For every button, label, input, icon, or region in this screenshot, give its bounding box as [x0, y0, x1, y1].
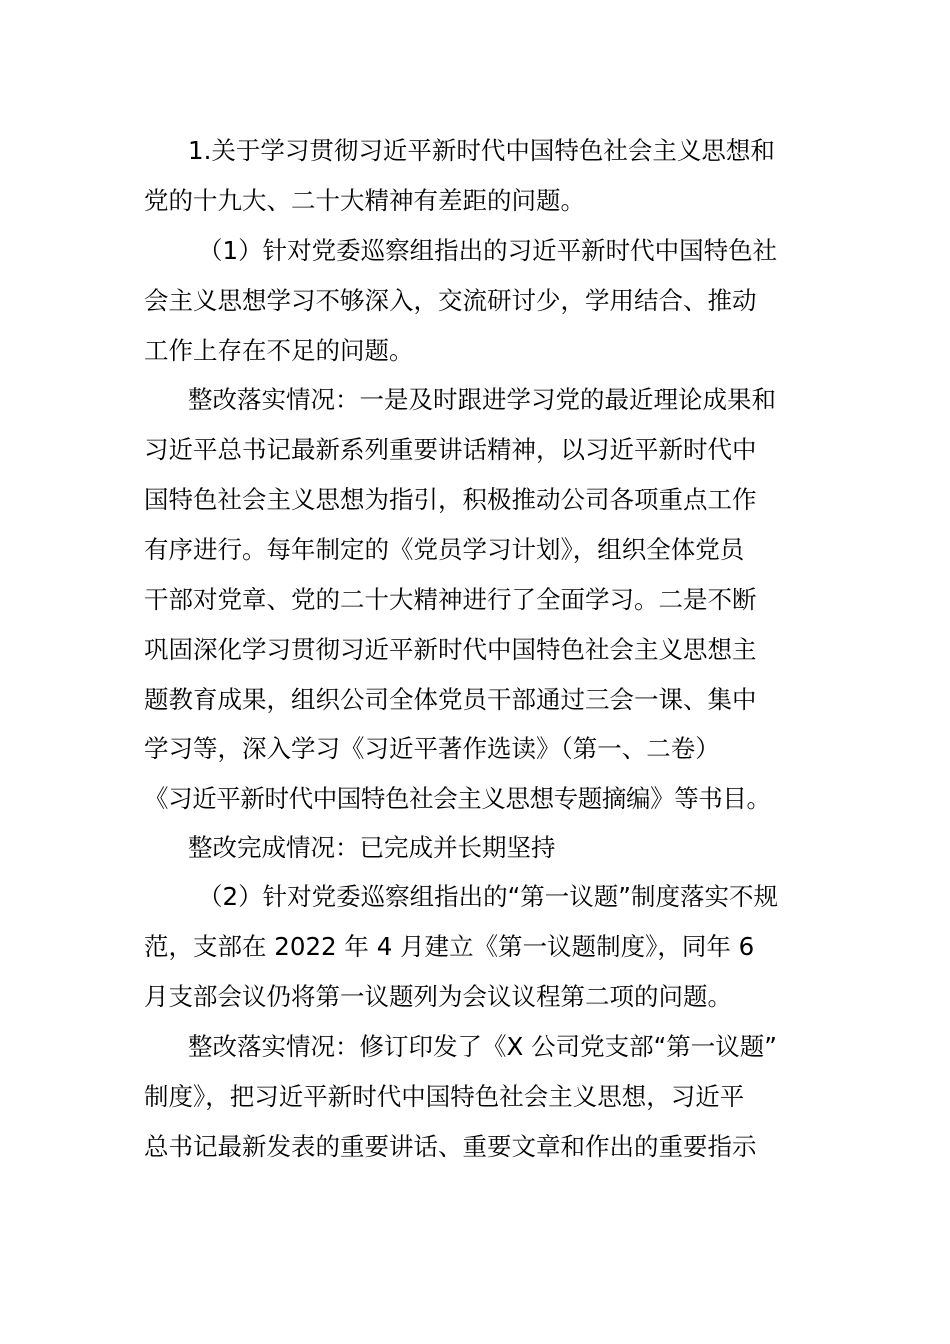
- paragraph-line: 学习等，深入学习《习近平著作选读》（第一、二卷）: [144, 734, 720, 763]
- paragraph-line: 整改落实情况：修订印发了《X 公司党支部“第一议题”: [188, 1032, 777, 1061]
- paragraph-line: 会主义思想学习不够深入，交流研讨少，学用结合、推动: [144, 286, 757, 315]
- paragraph-line: 习近平总书记最新系列重要讲话精神，以习近平新时代中: [144, 435, 757, 464]
- paragraph-line: （2）针对党委巡察组指出的“第一议题”制度落实不规: [198, 882, 778, 911]
- paragraph-line: （1）针对党委巡察组指出的习近平新时代中国特色社: [198, 236, 778, 265]
- heading-line-2: 党的十九大、二十大精神有差距的问题。: [144, 186, 585, 215]
- paragraph-line: 有序进行。每年制定的《党员学习计划》，组织全体党员: [144, 535, 745, 564]
- paragraph-line: 工作上存在不足的问题。: [144, 336, 414, 365]
- paragraph-line: 《习近平新时代中国特色社会主义思想专题摘编》等书目。: [144, 784, 771, 813]
- paragraph-line: 国特色社会主义思想为指引，积极推动公司各项重点工作: [144, 485, 757, 514]
- paragraph-line: 干部对党章、党的二十大精神进行了全面学习。二是不断: [144, 585, 757, 614]
- paragraph-line: 制度》，把习近平新时代中国特色社会主义思想，习近平: [144, 1082, 745, 1111]
- paragraph-line: 范，支部在 2022 年 4 月建立《第一议题制度》，同年 6: [144, 932, 755, 961]
- paragraph-line: 巩固深化学习贯彻习近平新时代中国特色社会主义思想主: [144, 635, 757, 664]
- paragraph-line: 总书记最新发表的重要讲话、重要文章和作出的重要指示: [144, 1132, 757, 1161]
- paragraph-line: 月支部会议仍将第一议题列为会议议程第二项的问题。: [144, 982, 732, 1011]
- heading-line-1: 1.关于学习贯彻习近平新时代中国特色社会主义思想和: [188, 136, 775, 165]
- paragraph-line: 题教育成果，组织公司全体党员干部通过三会一课、集中: [144, 685, 757, 714]
- completion-status-line: 整改完成情况：已完成并长期坚持: [188, 833, 556, 862]
- paragraph-line: 整改落实情况：一是及时跟进学习党的最近理论成果和: [188, 385, 776, 414]
